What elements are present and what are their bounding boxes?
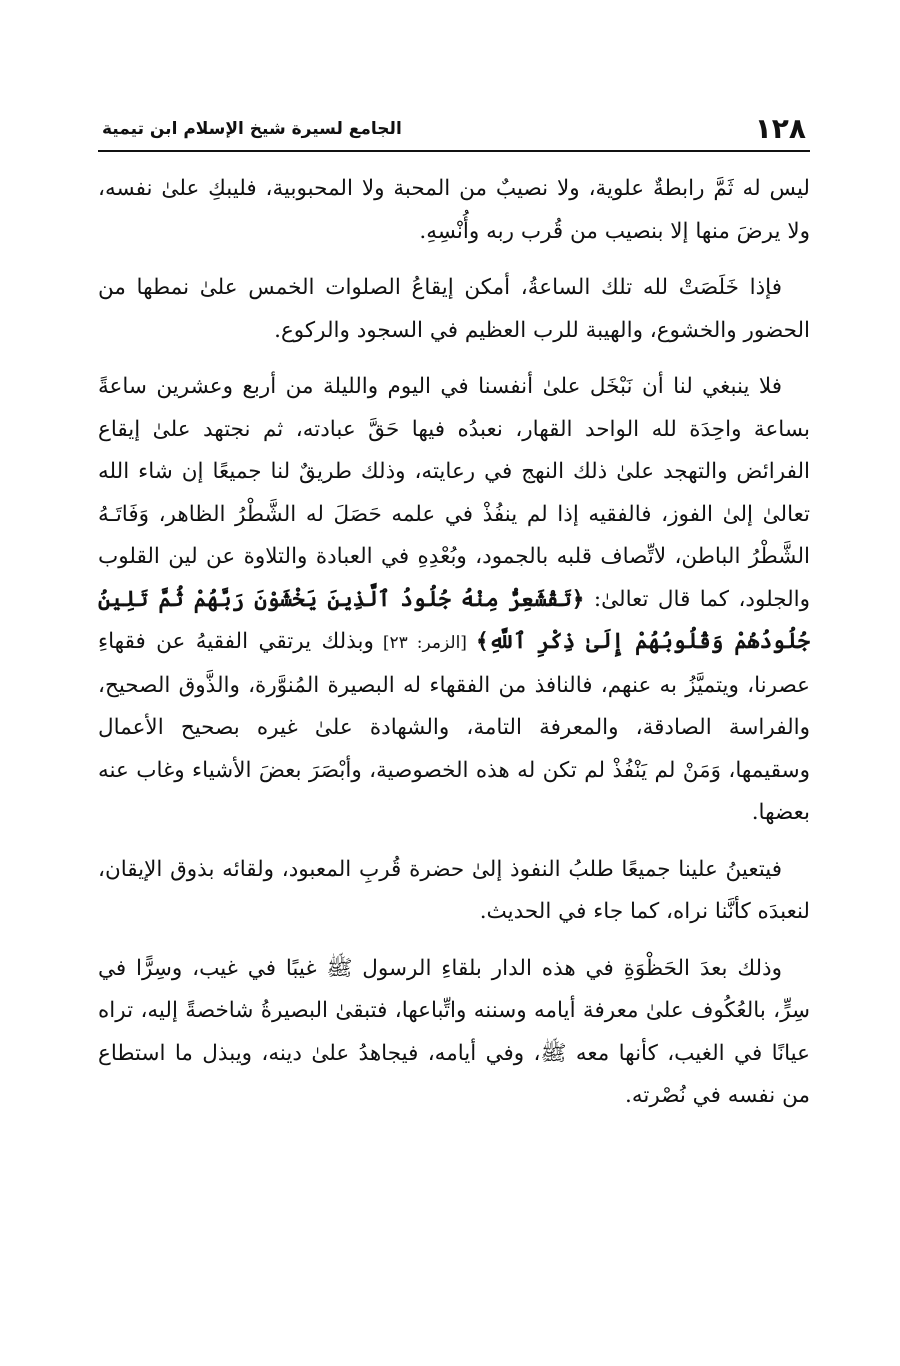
- paragraph-3-text-before: فلا ينبغي لنا أن نَبْخَل علىٰ أنفسنا في اليوم والليلة من أربع وعشرين ساعةً بساعة واحِدَة لله الواحد القهار، نعبدُه فيها حَقَّ عبادته، ثم نجتهد علىٰ إيقاع الفرائض والتهجد علىٰ ذلك النهج في رعايته، وذلك طريقٌ لنا جميعًا إن شاء الله تعالىٰ إلىٰ الفوز، فالفقيه إذا لم ينفُذْ في علمه حَصَلَ له الشَّطْرُ الظاهر، وَفَاتَـهُ الشَّطْرُ الباطن، لاتِّصاف قلبه بالجمود، وبُعْدِهِ في العبادة والتلاوة عن لين القلوب والجلود، كما قال تعالىٰ:: [98, 374, 810, 612]
- paragraph-3: [98, 366, 810, 835]
- page-number: ١٢٨: [754, 112, 806, 145]
- paragraph-4: فيتعينُ علينا جميعًا طلبُ النفوذ إلىٰ حضرة قُربِ المعبود، ولقائه بذوق الإيقان، لنعبدَه كأنَّنا نراه، كما جاء في الحديث.: [98, 856, 810, 924]
- paragraph-2: فإذا خَلَصَتْ لله تلك الساعةُ، أمكن إيقاعُ الصلوات الخمس علىٰ نمطها من الحضور والخشوع، والهيبة للرب العظيم في السجود والركوع.: [98, 275, 810, 343]
- paragraph-1: ليس له ثَمَّ رابطةٌ علوية، ولا نصيبٌ من المحبة ولا المحبوبية، فليبكِ علىٰ نفسه، ولا يرضَ منها إلا بنصيب من قُرب ربه وأُنْسِهِ.: [98, 176, 810, 244]
- body-text: [98, 168, 810, 1118]
- header-rule: [98, 150, 810, 152]
- running-title: الجامع لسيرة شيخ الإسلام ابن تيمية: [102, 119, 402, 139]
- quran-verse: ﴿تَقْشَعِرُّ مِنْهُ جُلُودُ ٱلَّذِينَ يَخْشَوْنَ رَبَّهُمْ ثُمَّ تَلِينُ جُلُودُهُمْ وَقُلُوبُهُمْ إِلَىٰ ذِكْرِ ٱللَّهِ﴾: [98, 586, 811, 654]
- paragraph-3-text-after: وبذلك يرتقي الفقيهُ عن فقهاءِ عصرنا، ويتميَّزُ به عنهم، فالنافذ من الفقهاء له البصيرة المُنوَّرة، والذَّوق الصحيح، والفراسة الصادقة، والمعرفة التامة، والشهادة علىٰ غيره بصحيح الأعمال وسقيمها، وَمَنْ لم يَنْفُذْ لم تكن له هذه الخصوصية، وأبْصَرَ بعضَ الأشياء وغاب عنه بعضها.: [98, 629, 810, 825]
- paragraph-5: وذلك بعدَ الحَظْوَةِ في هذه الدار بلقاءِ الرسول ﷺ غيبًا في غيب، وسِرًّا في سِرٍّ، بالعُكُوف علىٰ معرفة أيامه وسننه واتِّباعها، فتبقىٰ البصيرةُ شاخصةً إليه، تراه عيانًا في الغيب، كأنها معه ﷺ، وفي أيامه، فيجاهدُ علىٰ دينه، ويبذل ما استطاع من نفسه في نُصْرته.: [98, 955, 810, 1108]
- page-header: [98, 112, 810, 148]
- verse-reference: [الزمر: ٢٣]: [373, 633, 476, 653]
- book-page: [98, 112, 810, 1132]
